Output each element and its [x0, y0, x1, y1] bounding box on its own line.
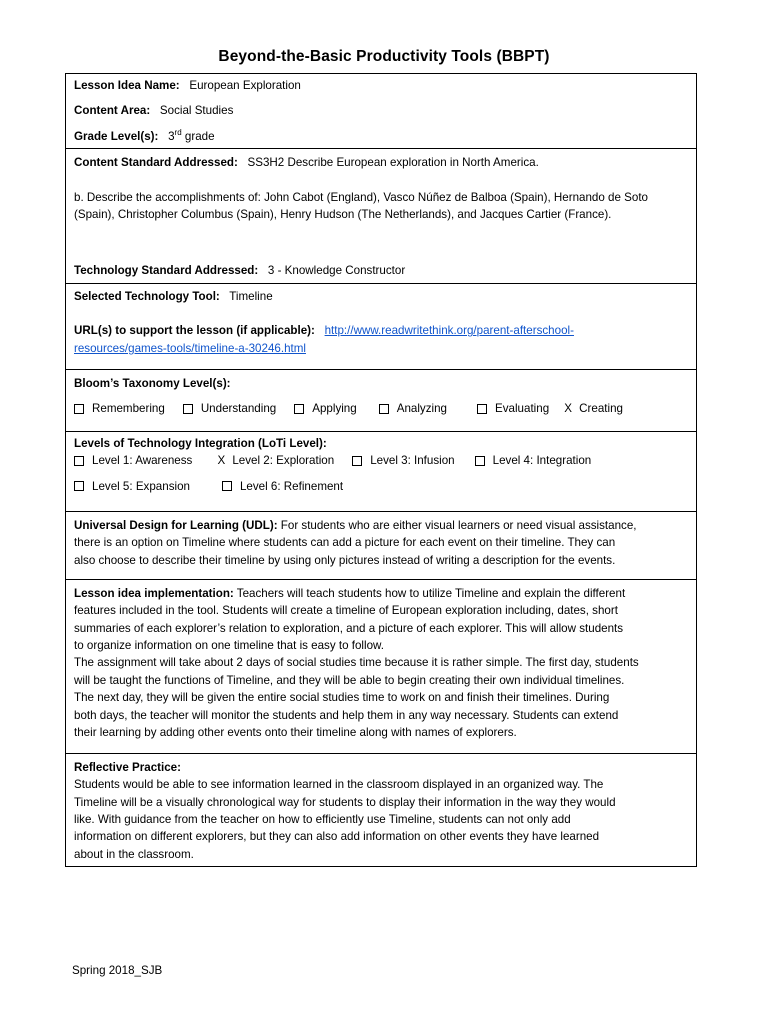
- lesson-url-link-continued[interactable]: resources/games-tools/timeline-a-30246.html: [74, 341, 306, 355]
- implementation-row: [66, 579, 697, 753]
- loti-options-line-1: [74, 452, 688, 469]
- tech-standard-label: Technology Standard Addressed:: [74, 264, 259, 278]
- checkbox-empty-icon: [222, 481, 232, 491]
- implementation-text-5: The assignment will take about 2 days of social studies time because it is rather simple. The first day, students: [74, 656, 639, 670]
- blooms-option-evaluating[interactable]: Evaluating: [477, 400, 549, 417]
- udl-text-2: there is an option on Timeline where students can add a picture for each event on their timeline. They can: [74, 536, 616, 550]
- tech-tool-value: Timeline: [229, 289, 273, 303]
- implementation-text-1: Teachers will teach students how to utilize Timeline and explain the different: [233, 586, 626, 600]
- checkbox-empty-icon: [379, 404, 389, 414]
- lesson-url-link[interactable]: http://www.readwritethink.org/parent-afterschool-: [324, 324, 574, 338]
- blooms-options: [74, 400, 688, 417]
- implementation-text-4: to organize information on one timeline that is easy to follow.: [74, 639, 384, 653]
- checkbox-empty-icon: [477, 404, 487, 414]
- loti-label: Levels of Technology Integration (LoTi Level):: [74, 436, 327, 450]
- url-label: URL(s) to support the lesson (if applicable):: [74, 324, 315, 338]
- content-area-label: Content Area:: [74, 104, 151, 118]
- reflective-text-4: information on different explorers, but they can also add information on other events they have learned: [74, 830, 600, 844]
- checkbox-empty-icon: [475, 456, 485, 466]
- reflective-text-2: Timeline will be a visually chronological way for students to display their information in the way they would: [74, 795, 616, 809]
- footer-note: Spring 2018_SJB: [72, 964, 163, 977]
- loti-level-1[interactable]: Level 1: Awareness: [74, 452, 192, 469]
- checkbox-empty-icon: [74, 481, 84, 491]
- x-mark-icon: X: [217, 454, 226, 468]
- tech-tool-label: Selected Technology Tool:: [74, 289, 220, 303]
- implementation-label: Lesson idea implementation:: [74, 586, 234, 600]
- technology-tool-row: [66, 283, 697, 369]
- implementation-text-7: The next day, they will be given the entire social studies time to work on and finish their timelines. During: [74, 691, 610, 705]
- lesson-form-table: [65, 73, 697, 867]
- loti-levels-row: [66, 431, 697, 511]
- udl-row: [66, 511, 697, 579]
- document-title: Beyond-the-Basic Productivity Tools (BBPT): [218, 48, 550, 65]
- blooms-option-creating[interactable]: X Creating: [563, 400, 623, 417]
- content-standard-label: Content Standard Addressed:: [74, 156, 238, 170]
- loti-level-5[interactable]: Level 5: Expansion: [74, 478, 190, 495]
- reflective-label: Reflective Practice:: [74, 760, 181, 774]
- implementation-text-3: summaries of each explorer’s relation to exploration, and a picture of each explorer. This will allow students: [74, 621, 624, 635]
- grade-level-word: grade: [184, 129, 215, 143]
- x-mark-icon: X: [564, 402, 573, 416]
- grade-level-label: Grade Level(s):: [74, 129, 159, 143]
- implementation-text-2: features included in the tool. Students will create a timeline of European exploration including, dates, short: [74, 604, 618, 618]
- loti-options-line-2: [74, 478, 688, 495]
- checkbox-empty-icon: [74, 456, 84, 466]
- lesson-name-label: Lesson Idea Name:: [74, 79, 180, 92]
- content-standard-detail-2: (Spain), Christopher Columbus (Spain), Henry Hudson (The Netherlands), and Jacques Cartier (France).: [74, 208, 612, 222]
- checkbox-empty-icon: [183, 404, 193, 414]
- loti-level-4[interactable]: Level 4: Integration: [475, 452, 592, 469]
- tech-standard-value: 3 - Knowledge Constructor: [267, 264, 406, 278]
- blooms-option-analyzing[interactable]: Analyzing: [379, 400, 447, 417]
- reflective-text-1: Students would be able to see information learned in the classroom displayed in an organized way. The: [74, 778, 604, 792]
- blooms-option-remembering[interactable]: Remembering: [74, 400, 165, 417]
- reflective-practice-row: [66, 753, 697, 866]
- lesson-name-value: European Exploration: [189, 79, 301, 92]
- udl-text-3: also choose to describe their timeline by using only pictures instead of writing a description for the events.: [74, 553, 616, 567]
- implementation-text-9: their learning by adding other events onto their timeline along with names of explorers.: [74, 726, 517, 740]
- blooms-label: Bloom’s Taxonomy Level(s):: [74, 376, 231, 390]
- reflective-text-5: about in the classroom.: [74, 847, 194, 861]
- udl-text-1: For students who are either visual learners or need visual assistance,: [277, 518, 637, 532]
- implementation-text-6: will be taught the functions of Timeline, and they will be able to begin creating their own individual timelines.: [74, 673, 625, 687]
- blooms-option-applying[interactable]: Applying: [294, 400, 356, 417]
- lesson-info-row: [66, 74, 697, 149]
- standards-row: [66, 149, 697, 284]
- implementation-text-8: both days, the teacher will monitor the students and help them in any way necessary. Students can extend: [74, 708, 619, 722]
- checkbox-empty-icon: [74, 404, 84, 414]
- checkbox-empty-icon: [294, 404, 304, 414]
- content-area-value: Social Studies: [159, 104, 234, 118]
- content-standard-detail-1: b. Describe the accomplishments of: John Cabot (England), Vasco Núñez de Balboa (Spain), Hernando de Soto: [74, 190, 649, 204]
- udl-label: Universal Design for Learning (UDL):: [74, 518, 278, 532]
- content-standard-value: SS3H2 Describe European exploration in North America.: [247, 156, 539, 170]
- blooms-taxonomy-row: [66, 369, 697, 431]
- loti-level-2[interactable]: X Level 2: Exploration: [216, 452, 334, 469]
- grade-level-number: 3: [168, 129, 175, 143]
- loti-level-3[interactable]: Level 3: Infusion: [352, 452, 454, 469]
- grade-level-suffix: rd: [174, 127, 182, 137]
- loti-level-6[interactable]: Level 6: Refinement: [222, 478, 343, 495]
- checkbox-empty-icon: [352, 456, 362, 466]
- blooms-option-understanding[interactable]: Understanding: [183, 400, 276, 417]
- reflective-text-3: like. With guidance from the teacher on how to efficiently use Timeline, students can not only add: [74, 813, 571, 827]
